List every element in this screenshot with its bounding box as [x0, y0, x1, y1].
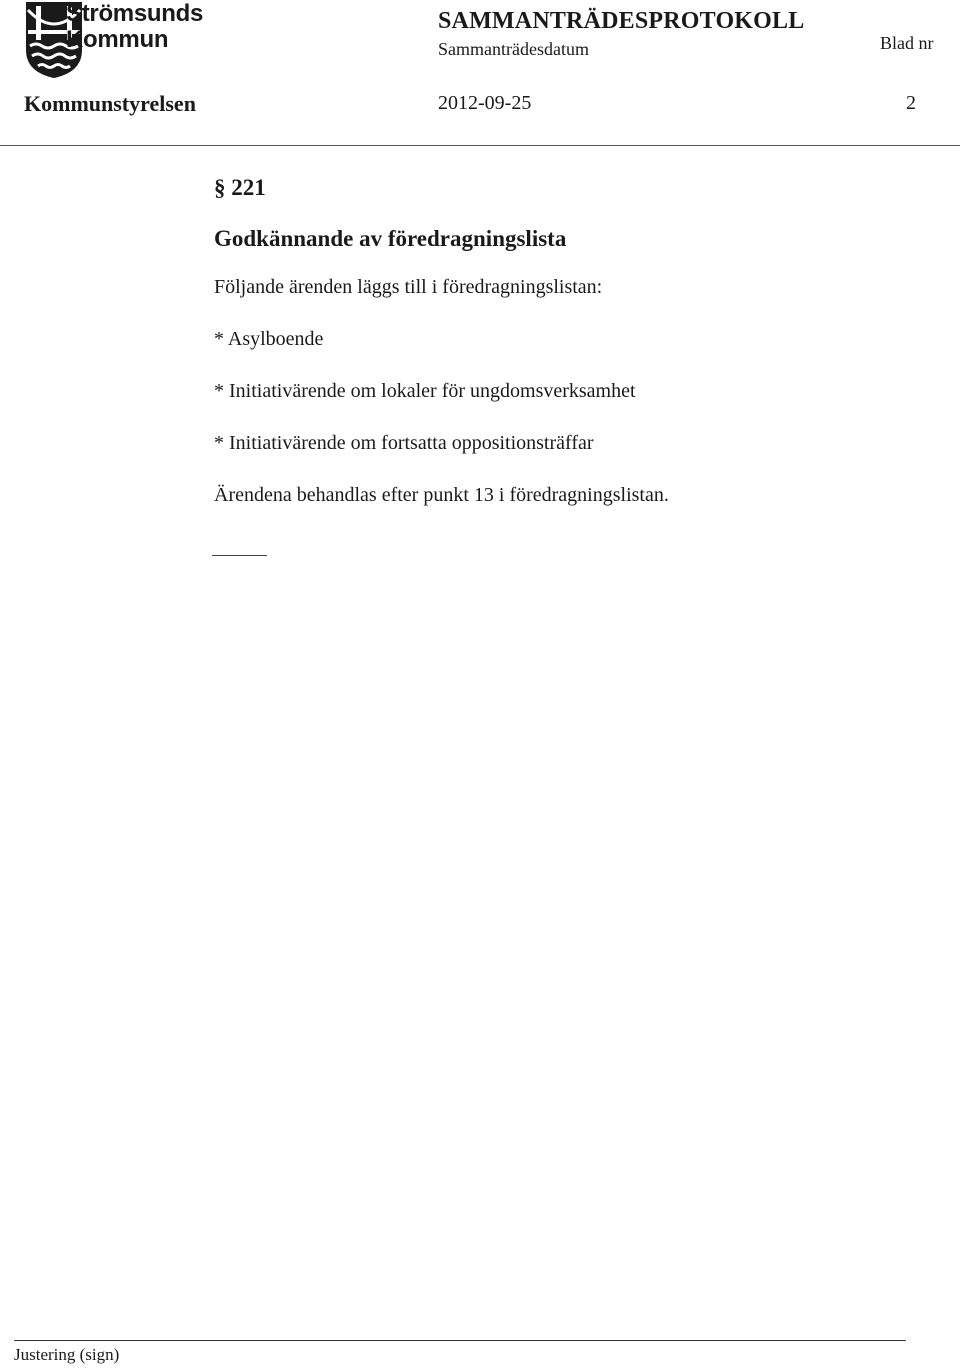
logo-text-line1: Strömsunds: [66, 0, 204, 27]
section-number: § 221: [214, 175, 266, 200]
item-title: Godkännande av föredragningslista: [214, 226, 567, 251]
header-divider: [0, 145, 960, 146]
section-end-divider: [212, 555, 267, 556]
meeting-date: 2012-09-25: [438, 92, 532, 114]
agenda-addition-item: * Initiativärende om fortsatta oppositionsträffar: [214, 432, 594, 454]
handling-note: Ärendena behandlas efter punkt 13 i föredragningslistan.: [214, 484, 669, 506]
page-number: 2: [906, 92, 916, 114]
signature-label: Justering (sign): [14, 1345, 120, 1364]
page-number-label: Blad nr: [880, 33, 934, 53]
intro-paragraph: Följande ärenden läggs till i föredragningslistan:: [214, 276, 603, 298]
document-title: SAMMANTRÄDESPROTOKOLL: [438, 8, 805, 34]
logo-text-line2: Kommun: [66, 26, 169, 53]
footer-divider: [14, 1340, 906, 1341]
agenda-addition-item: * Initiativärende om lokaler för ungdomsverksamhet: [214, 380, 636, 402]
agenda-addition-item: * Asylboende: [214, 328, 324, 350]
organ-name: Kommunstyrelsen: [24, 91, 196, 116]
meeting-date-label: Sammanträdesdatum: [438, 39, 589, 59]
